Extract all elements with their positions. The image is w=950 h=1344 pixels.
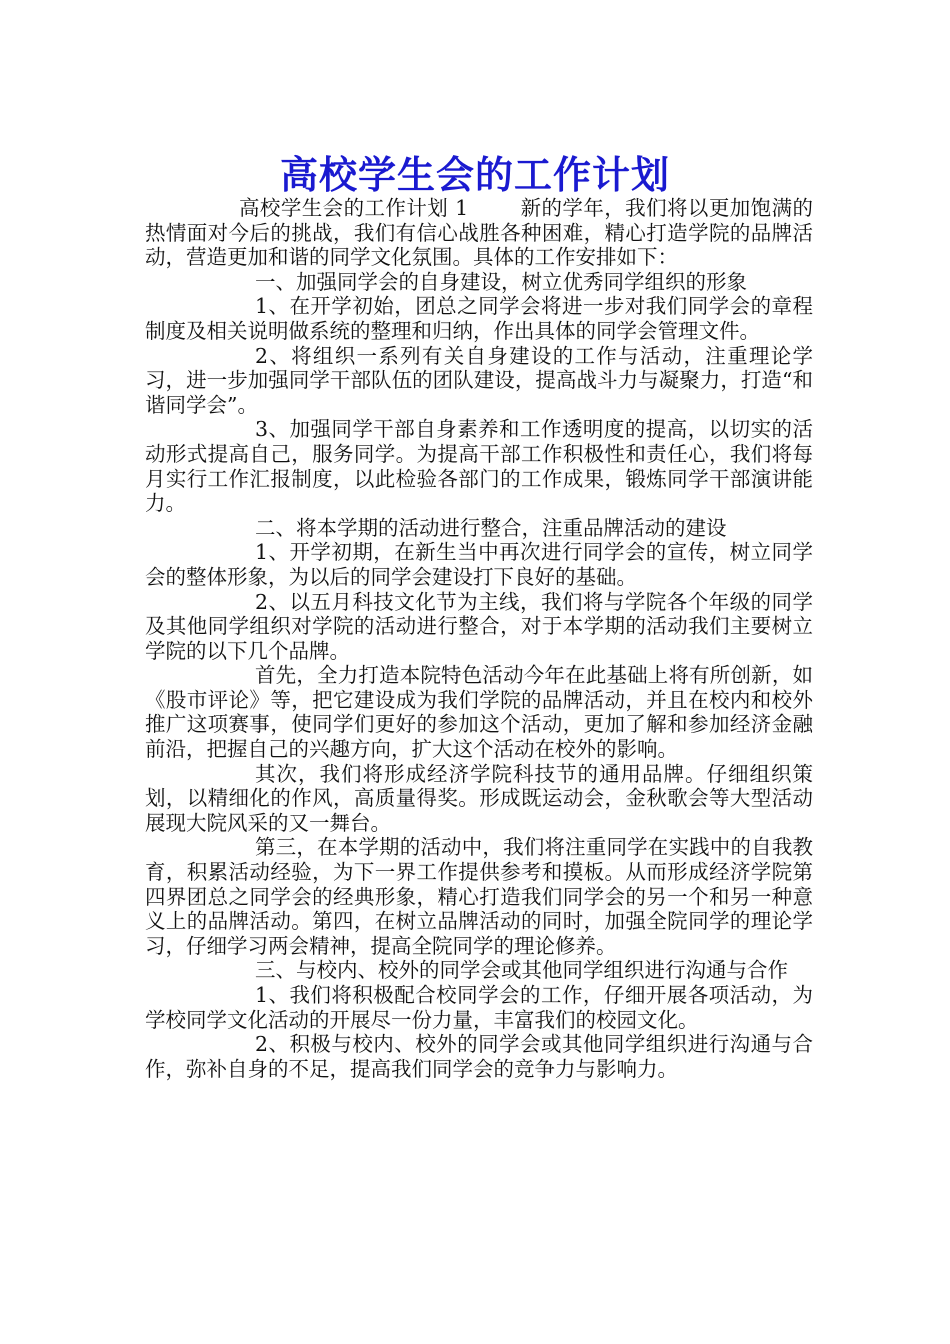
paragraph-1-3: 3、加强同学干部自身素养和工作透明度的提高，以切实的活动形式提高自己，服务同学。为提高干部工作积极性和责任心，我们将每月实行工作汇报制度，以此检验各部门的工作成果，锻炼同学干部演讲能力。 <box>145 417 813 516</box>
intro-label: 高校学生会的工作计划 1 <box>239 196 469 220</box>
document-title: 高校学生会的工作计划 <box>279 152 670 198</box>
section-heading-1: 一、加强同学会的自身建设，树立优秀同学组织的形象 <box>255 269 747 294</box>
paragraph-3-1: 1、我们将积极配合校同学会的工作，仔细开展各项活动，为学校同学文化活动的开展尽一份力量，丰富我们的校园文化。 <box>145 983 813 1032</box>
section-heading-2: 二、将本学期的活动进行整合，注重品牌活动的建设 <box>255 515 727 540</box>
paragraph-second: 其次，我们将形成经济学院科技节的通用品牌。仔细组织策划，以精细化的作风，高质量得奖。形成既运动会，金秋歌会等大型活动展现大院风采的又一舞台。 <box>145 761 813 835</box>
document-body <box>145 196 813 1081</box>
intro-paragraph <box>145 196 813 270</box>
section-heading-3: 三、与校内、校外的同学会或其他同学组织进行沟通与合作 <box>255 958 788 983</box>
paragraph-1-1: 1、在开学初始，团总之同学会将进一步对我们同学会的章程制度及相关说明做系统的整理和归纳，作出具体的同学会管理文件。 <box>145 294 813 343</box>
paragraph-first: 首先，全力打造本院特色活动今年在此基础上将有所创新，如《股市评论》等，把它建设成为我们学院的品牌活动，并且在校内和校外推广这项赛事，使同学们更好的参加这个活动，更加了解和参加经济金融前沿，把握自己的兴趣方向，扩大这个活动在校外的影响。 <box>145 663 813 762</box>
paragraph-2-2: 2、以五月科技文化节为主线，我们将与学院各个年级的同学及其他同学组织对学院的活动进行整合，对于本学期的活动我们主要树立学院的以下几个品牌。 <box>145 589 813 663</box>
paragraph-2-1: 1、开学初期，在新生当中再次进行同学会的宣传，树立同学会的整体形象，为以后的同学会建设打下良好的基础。 <box>145 540 813 589</box>
paragraph-third: 第三，在本学期的活动中，我们将注重同学在实践中的自我教育，积累活动经验，为下一界工作提供参考和摸板。从而形成经济学院第四界团总之同学会的经典形象，精心打造我们同学会的另一个和另一种意义上的品牌活动。第四，在树立品牌活动的同时，加强全院同学的理论学习，仔细学习两会精神，提高全院同学的理论修养。 <box>145 835 813 958</box>
paragraph-3-2: 2、积极与校内、校外的同学会或其他同学组织进行沟通与合作，弥补自身的不足，提高我们同学会的竞争力与影响力。 <box>145 1032 813 1081</box>
paragraph-1-2: 2、将组织一系列有关自身建设的工作与活动，注重理论学习，进一步加强同学干部队伍的团队建设，提高战斗力与凝聚力，打造“和谐同学会”。 <box>145 343 813 417</box>
intro-text: 新的学年，我们将以更加饱满的热情面对今后的挑战，我们有信心战胜各种困难，精心打造学院的品牌活动，营造更加和谐的同学文化氛围。具体的工作安排如下： <box>145 196 814 270</box>
